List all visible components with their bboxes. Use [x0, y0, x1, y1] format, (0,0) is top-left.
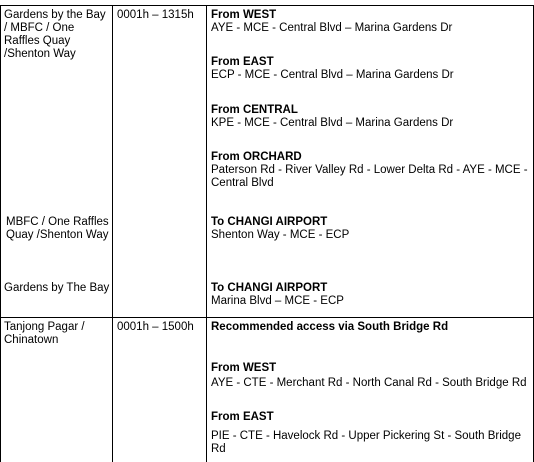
route-group: [211, 9, 531, 35]
route-heading: From ORCHARD: [211, 151, 302, 163]
table-border-left: [0, 5, 1, 462]
location-cell: Gardens by the Bay / MBFC / One Raffles Quay /Shenton Way: [4, 9, 106, 60]
route-heading: From EAST: [211, 411, 274, 423]
route-text: ECP - MCE - Central Blvd – Marina Gardens Dr: [211, 69, 454, 81]
route-group: [211, 362, 531, 390]
column-divider-1: [112, 5, 113, 462]
table-border-top: [0, 5, 534, 6]
route-text: AYE - CTE - Merchant Rd - North Canal Rd - South Bridge Rd: [211, 377, 527, 389]
route-group: [211, 104, 531, 130]
sub-location-cell: MBFC / One Raffles Quay /Shenton Way: [6, 216, 109, 241]
route-text: Paterson Rd - River Valley Rd - Lower Delta Rd - AYE - MCE - Central Blvd: [211, 164, 528, 189]
route-heading: From WEST: [211, 362, 277, 374]
route-text: Shenton Way - MCE - ECP: [211, 229, 350, 241]
route-group: [211, 411, 531, 456]
route-heading: To CHANGI AIRPORT: [211, 282, 328, 294]
time-cell: 0001h – 1315h: [117, 9, 194, 21]
route-text: Marina Blvd – MCE - ECP: [211, 295, 344, 307]
route-text: PIE - CTE - Havelock Rd - Upper Pickering St - South Bridge Rd: [211, 430, 521, 455]
recommended-access: Recommended access via South Bridge Rd: [211, 321, 449, 333]
route-group: [211, 282, 531, 308]
column-divider-2: [206, 5, 207, 462]
route-text: AYE - MCE - Central Blvd – Marina Gardens Dr: [211, 22, 453, 34]
location-cell: Tanjong Pagar / Chinatown: [4, 321, 85, 346]
route-group: [211, 151, 531, 190]
sub-location-cell: Gardens by The Bay: [4, 282, 110, 294]
route-group: [211, 216, 531, 242]
route-heading: From EAST: [211, 56, 274, 68]
row-divider: [0, 317, 534, 318]
route-heading: To CHANGI AIRPORT: [211, 216, 328, 228]
route-group: [211, 56, 531, 82]
route-text: KPE - MCE - Central Blvd – Marina Gardens Dr: [211, 117, 454, 129]
route-heading: From WEST: [211, 9, 277, 21]
route-heading: From CENTRAL: [211, 104, 298, 116]
time-cell: 0001h – 1500h: [117, 321, 194, 333]
